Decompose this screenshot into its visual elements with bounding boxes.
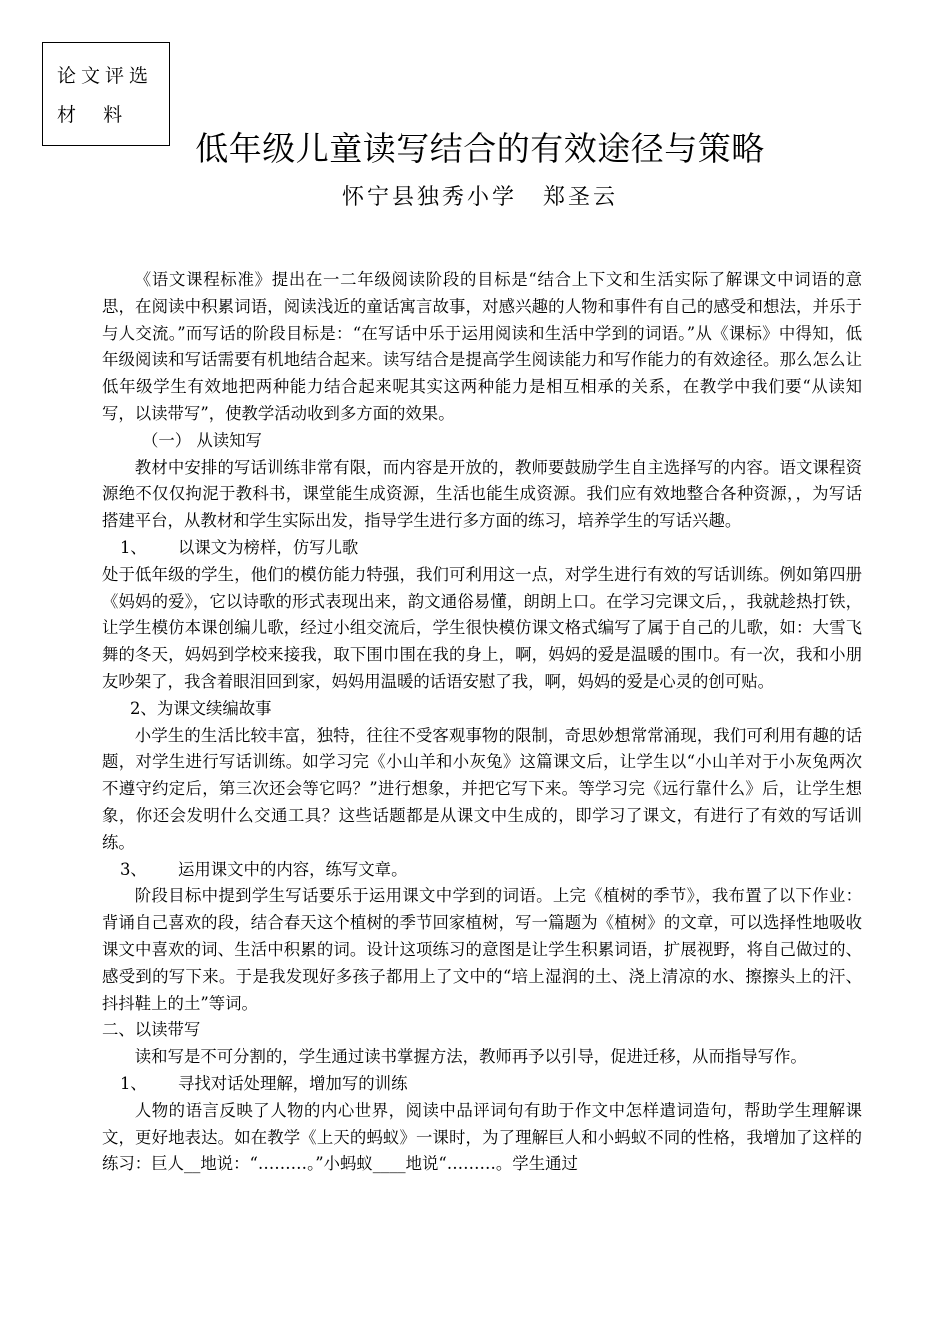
intro-paragraph: 《语文课程标准》提出在一二年级阅读阶段的目标是“结合上下文和生活实际了解课文中词语的意思，在阅读中积累词语，阅读浅近的童话寓言故事，对感兴趣的人物和事件有自己的感受和想法，并乐于与人交流。”而写话的阶段目标是：“在写话中乐于运用阅读和生活中学到的词语。”从《课标》中得知，低年级阅读和写话需要有机地结合起来。读写结合是提高学生阅读能力和写作能力的有效途径。那么怎么让低年级学生有效地把两种能力结合起来呢其实这两种能力是相互相承的关系，在教学中我们要“从读知写，以读带写”，使教学活动收到多方面的效果。 (102, 270, 862, 423)
item-4-title: 寻找对话处理解，增加写的训练 (178, 1073, 408, 1093)
item-4-number: 1、 (120, 1073, 147, 1093)
item-2-paragraph: 小学生的生活比较丰富，独特，往往不受客观事物的限制，奇思妙想常常涌现，我们可利用有趣的话题，对学生进行写话训练。如学习完《小山羊和小灰兔》这篇课文后，让学生以“小山羊对于小灰兔两次不遵守约定后，第三次还会等它吗？”进行想象，并把它写下来。等学习完《远行靠什么》后，让学生想象，你还会发明什么交通工具？这些话题都是从课文中生成的，即学习了课文，有进行了有效的写话训练。 (102, 725, 862, 852)
section-1-paragraph: 教材中安排的写话训练非常有限，而内容是开放的，教师要鼓励学生自主选择写的内容。语文课程资源绝不仅仅拘泥于教科书，课堂能生成资源，生活也能生成资源。我们应有效地整合各种资源，，为写话搭建平台，从教材和学生实际出发，指导学生进行多方面的练习，培养学生的写话兴趣。 (102, 457, 862, 531)
item-1-heading (102, 535, 862, 562)
section-2-paragraph: 读和写是不可分割的，学生通过读书掌握方法，教师再予以引导，促进迁移，从而指导写作。 (134, 1047, 807, 1067)
item-3-heading (102, 857, 862, 884)
item-1-number: 1、 (120, 537, 147, 557)
article-body (102, 267, 862, 1178)
item-3-title: 运用课文中的内容，练写文章。 (178, 859, 408, 879)
item-3-paragraph: 阶段目标中提到学生写话要乐于运用课文中学到的词语。上完《植树的季节》，我布置了以下作业：背诵自己喜欢的段，结合春天这个植树的季节回家植树，写一篇题为《植树》的文章，可以选择性地吸收课文中喜欢的词、生活中积累的词。设计这项练习的意图是让学生积累词语，扩展视野，将自己做过的、感受到的写下来。于是我发现好多孩子都用上了文中的“培上湿润的土、浇上清凉的水、擦擦头上的汗、抖抖鞋上的土”等词。 (102, 886, 862, 1013)
section-1-heading: （一） 从读知写 (142, 430, 262, 450)
author-name: 郑圣云 (543, 185, 619, 210)
item-1-title: 以课文为榜样，仿写儿歌 (178, 537, 359, 557)
stamp-line-2: 材 料 (57, 104, 128, 126)
item-3-number: 3、 (120, 859, 147, 879)
item-4-heading (102, 1071, 862, 1098)
author-line (0, 178, 950, 218)
item-2-heading: 2、为课文续编故事 (130, 698, 272, 718)
page-title: 低年级儿童读写结合的有效途径与策略 (195, 129, 765, 168)
stamp-line-1: 论文评选 (57, 65, 154, 87)
section-2-heading: 二、以读带写 (102, 1020, 201, 1040)
item-1-paragraph: 处于低年级的学生，他们的模仿能力特强，我们可利用这一点，对学生进行有效的写话训练。例如第四册《妈妈的爱》，它以诗歌的形式表现出来，韵文通俗易懂，朗朗上口。在学习完课文后，，我就趁热打铁，让学生模仿本课创编儿歌，经过小组交流后，学生很快模仿课文格式编写了属于自己的儿歌，如：大雪飞舞的冬天，妈妈到学校来接我，取下围巾围在我的身上，啊，妈妈的爱是温暖的围巾。有一次，我和小朋友吵架了，我含着眼泪回到家，妈妈用温暖的话语安慰了我，啊，妈妈的爱是心灵的创可贴。 (102, 564, 862, 691)
item-4-paragraph: 人物的语言反映了人物的内心世界，阅读中品评词句有助于作文中怎样遣词造句，帮助学生理解课文，更好地表达。如在教学《上天的蚂蚁》一课时，为了理解巨人和小蚂蚁不同的性格，我增加了这样的练习：巨人__地说：“………。”小蚂蚁____地说“………。学生通过 (102, 1100, 862, 1174)
author-school: 怀宁县独秀小学 (341, 185, 517, 210)
